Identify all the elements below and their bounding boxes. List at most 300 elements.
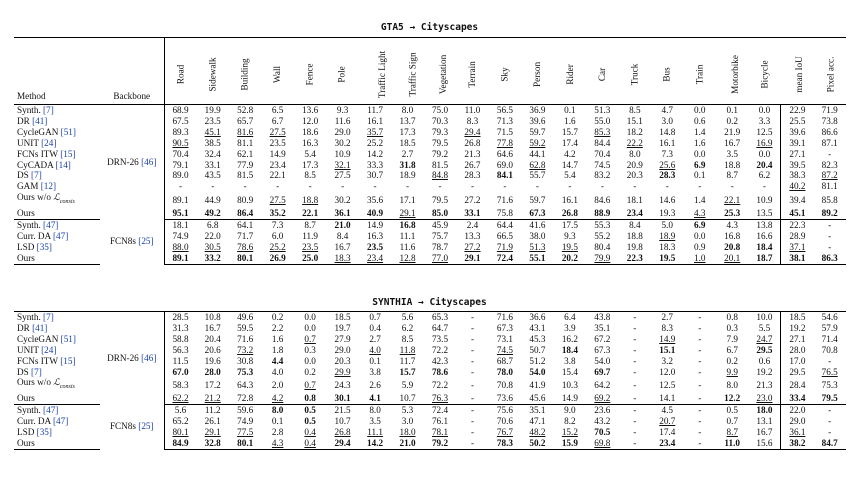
value-cell: 33.1: [456, 208, 488, 219]
value-cell: 30.5: [204, 241, 221, 252]
value-cell: 65.7: [237, 115, 254, 126]
value-cell: -: [828, 426, 832, 437]
value-cell: 26.7: [464, 159, 481, 170]
value-cell: 18.8: [626, 230, 643, 241]
value-cell: 73.8: [821, 115, 838, 126]
value-cell: 14.9: [554, 393, 586, 404]
value-cell: 29.1: [456, 253, 488, 264]
value-cell: 28.5: [172, 312, 189, 322]
value-cell: -: [470, 333, 474, 344]
value-cell: 18.5: [399, 137, 416, 148]
value-cell: 74.9: [237, 415, 254, 426]
value-cell: -: [633, 333, 637, 344]
value-cell: 75.0: [431, 105, 449, 115]
value-cell: 9.9: [726, 366, 738, 377]
value-cell: 49.6: [237, 312, 254, 322]
column-header: [684, 38, 716, 105]
value-cell: 16.7: [724, 137, 741, 148]
value-cell: 67.3: [594, 344, 611, 355]
value-cell: -: [633, 355, 637, 366]
value-cell: -: [828, 230, 832, 241]
value-cell: 84.9: [164, 438, 196, 449]
column-header-label: Pole: [337, 66, 348, 83]
value-cell: 73.5: [431, 333, 449, 344]
value-cell: 19.2: [789, 322, 806, 333]
value-cell: -: [470, 415, 474, 426]
method-name: DR [41]: [17, 115, 48, 126]
value-cell: 14.1: [651, 393, 683, 404]
value-cell: -: [828, 355, 832, 366]
value-cell: 0.2: [726, 115, 738, 126]
column-header: [781, 38, 813, 105]
method-name: Curr. DA [47]: [17, 415, 69, 426]
value-cell: 2.6: [369, 379, 381, 390]
column-header: [813, 38, 846, 105]
value-cell: -: [470, 322, 474, 333]
value-cell: -: [503, 181, 507, 192]
value-cell: 76.5: [821, 366, 838, 377]
value-cell: 43.2: [594, 415, 611, 426]
value-cell: 22.0: [789, 405, 806, 416]
value-cell: 84.7: [813, 438, 846, 449]
value-cell: 8.0: [271, 405, 284, 416]
value-cell: 24.7: [748, 334, 780, 345]
value-cell: 0.1: [271, 415, 284, 426]
value-cell: 74.5: [594, 159, 611, 170]
value-cell: 69.8: [586, 438, 618, 449]
value-cell: -: [619, 393, 651, 404]
value-cell: 47.1: [529, 415, 546, 426]
value-cell: 71.4: [821, 333, 838, 344]
value-cell: 16.3: [367, 230, 384, 241]
value-cell: 22.0: [204, 230, 221, 241]
method-name: Synth. [47]: [17, 405, 59, 416]
value-cell: 62.8: [529, 159, 546, 170]
value-cell: 5.3: [401, 405, 414, 416]
value-cell: 64.6: [496, 148, 513, 159]
value-cell: 20.6: [204, 344, 221, 355]
value-cell: -: [684, 393, 716, 404]
value-cell: 45.1: [204, 126, 221, 137]
value-cell: 8.7: [304, 219, 316, 230]
value-cell: 30.8: [237, 355, 254, 366]
value-cell: 18.4: [561, 344, 578, 355]
value-cell: 25.0: [294, 253, 326, 264]
value-cell: 6.2: [748, 170, 780, 181]
value-cell: 2.8: [271, 426, 284, 437]
value-cell: 4.2: [261, 393, 293, 404]
value-cell: -: [633, 379, 637, 390]
value-cell: 19.5: [561, 241, 578, 252]
value-cell: 0.0: [748, 149, 780, 160]
value-cell: -: [748, 181, 780, 192]
value-cell: 81.1: [821, 181, 838, 192]
value-cell: 8.7: [726, 170, 738, 181]
value-cell: 10.0: [748, 312, 780, 323]
value-cell: 21.2: [196, 393, 228, 404]
value-cell: 18.6: [302, 126, 319, 137]
value-cell: 43.5: [204, 170, 221, 181]
column-header: [748, 38, 780, 105]
value-cell: 78.1: [431, 426, 449, 437]
value-cell: 89.1: [164, 253, 196, 264]
value-cell: 22.3: [619, 253, 651, 264]
value-cell: 27.1: [789, 333, 806, 344]
value-cell: 8.0: [629, 148, 641, 159]
value-cell: 44.9: [204, 194, 221, 205]
value-cell: 33.4: [781, 393, 813, 404]
value-cell: 80.1: [229, 438, 261, 449]
value-cell: 20.8: [724, 241, 741, 252]
value-cell: 8.5: [304, 170, 316, 181]
value-cell: -: [178, 181, 183, 192]
value-cell: 0.0: [694, 148, 706, 159]
value-cell: 1.4: [694, 194, 706, 205]
value-cell: 43.1: [529, 322, 546, 333]
value-cell: 84.1: [496, 170, 513, 181]
value-cell: 9.3: [564, 230, 576, 241]
value-cell: -: [684, 438, 716, 449]
value-cell: 5.0: [661, 219, 674, 230]
value-cell: 80.4: [594, 241, 611, 252]
value-cell: 5.5: [748, 323, 780, 334]
value-cell: -: [698, 379, 702, 390]
value-cell: 14.9: [269, 148, 286, 159]
value-cell: 27.9: [334, 333, 351, 344]
method-name: FCNs ITW [15]: [17, 148, 76, 159]
value-cell: 35.6: [367, 194, 384, 205]
value-cell: 28.3: [464, 170, 481, 181]
method-name: UNIT [24]: [17, 137, 57, 148]
value-cell: -: [470, 181, 474, 192]
method-name: Ours: [14, 208, 100, 219]
value-cell: 84.8: [431, 170, 449, 181]
column-header: [554, 38, 586, 105]
value-cell: 26.9: [261, 253, 293, 264]
value-cell: 71.6: [496, 312, 513, 322]
value-cell: 89.0: [172, 170, 189, 181]
value-cell: 33.1: [204, 159, 221, 170]
value-cell: 32.8: [196, 438, 228, 449]
value-cell: -: [698, 405, 702, 416]
value-cell: 1.6: [694, 137, 706, 148]
value-cell: 13.6: [302, 105, 319, 115]
value-cell: 39.6: [789, 126, 806, 137]
value-cell: 17.3: [399, 126, 416, 137]
value-cell: 8.4: [336, 230, 349, 241]
value-cell: 79.2: [424, 438, 456, 449]
value-cell: 81.1: [237, 137, 254, 148]
value-cell: 18.3: [659, 241, 676, 252]
value-cell: -: [470, 426, 474, 437]
value-cell: 51.2: [529, 355, 546, 366]
value-cell: 33.2: [196, 253, 228, 264]
column-header-label: Traffic Sign: [407, 52, 418, 97]
value-cell: 0.5: [304, 415, 316, 426]
value-cell: 45.6: [521, 393, 553, 404]
method-name: Curr. DA [47]: [17, 230, 69, 241]
value-cell: 5.9: [401, 379, 414, 390]
value-cell: 18.5: [789, 312, 806, 322]
gta-section-title: GTA5 → Cityscapes: [380, 22, 479, 33]
value-cell: 8.4: [629, 219, 641, 230]
value-cell: 29.0: [334, 126, 351, 137]
value-cell: -: [698, 355, 702, 366]
value-cell: 20.1: [716, 253, 748, 264]
value-cell: 3.8: [369, 366, 381, 377]
value-cell: 78.6: [237, 241, 254, 252]
value-cell: 79.2: [431, 148, 449, 159]
value-cell: 0.4: [294, 438, 326, 449]
value-cell: 19.9: [204, 105, 221, 115]
value-cell: 18.4: [748, 242, 780, 253]
value-cell: 21.5: [334, 405, 351, 416]
value-cell: 12.5: [659, 379, 676, 390]
value-cell: -: [470, 312, 474, 322]
value-cell: 27.2: [464, 194, 481, 205]
column-header: [229, 38, 261, 105]
value-cell: 26.8: [554, 208, 586, 219]
value-cell: 35.1: [529, 405, 546, 416]
value-cell: 23.4: [359, 253, 391, 264]
column-header: [294, 38, 326, 105]
value-cell: 16.8: [399, 219, 416, 230]
value-cell: 39.5: [789, 159, 806, 170]
value-cell: 75.3: [237, 366, 254, 377]
value-cell: 36.1: [326, 208, 358, 219]
value-cell: 0.8: [294, 393, 326, 404]
value-cell: -: [828, 405, 832, 416]
value-cell: 88.9: [586, 208, 618, 219]
value-cell: 4.4: [271, 355, 284, 366]
value-cell: -: [456, 393, 488, 404]
backbone-cell: DRN-26 [46]: [100, 312, 164, 405]
value-cell: 13.7: [399, 115, 416, 126]
value-cell: 9.3: [336, 105, 349, 115]
value-cell: 59.7: [529, 194, 546, 205]
value-cell: 1.4: [694, 126, 706, 137]
value-cell: 50.2: [521, 438, 553, 449]
value-cell: 1.6: [271, 333, 284, 344]
value-cell: -: [698, 415, 702, 426]
value-cell: 5.4: [564, 170, 576, 181]
value-cell: 4.0: [369, 344, 381, 355]
method-name: Synth. [7]: [17, 105, 54, 115]
value-cell: 0.1: [694, 170, 706, 181]
value-cell: 59.7: [529, 126, 546, 137]
value-cell: 10.8: [204, 312, 221, 322]
column-header: [391, 38, 423, 105]
value-cell: 89.2: [813, 208, 846, 219]
value-cell: 15.6: [748, 438, 780, 449]
value-cell: 20.9: [626, 159, 643, 170]
value-cell: 72.2: [431, 379, 449, 390]
value-cell: 19.5: [651, 253, 683, 264]
value-cell: 42.3: [431, 355, 449, 366]
value-cell: -: [243, 181, 247, 192]
value-cell: 0.9: [694, 241, 706, 252]
value-cell: 17.4: [561, 137, 578, 148]
method-name: Ours w/o ℒ$_{consis}$: [17, 377, 75, 391]
value-cell: 79.5: [431, 194, 449, 205]
value-cell: 74.5: [496, 344, 513, 355]
column-header-label: Vegetation: [437, 54, 448, 95]
value-cell: -: [633, 344, 637, 355]
column-header: [359, 38, 391, 105]
value-cell: 81.5: [431, 159, 449, 170]
value-cell: -: [633, 322, 637, 333]
value-cell: 79.1: [172, 159, 189, 170]
value-cell: -: [535, 181, 539, 192]
value-cell: 49.2: [196, 208, 228, 219]
value-cell: 78.7: [431, 241, 449, 252]
value-cell: 35.1: [594, 322, 611, 333]
value-cell: 69.0: [496, 159, 513, 170]
method-name: DR [41]: [17, 322, 48, 333]
value-cell: 18.0: [399, 426, 416, 437]
value-cell: -: [568, 181, 572, 192]
value-cell: 27.5: [334, 170, 351, 181]
value-cell: 18.7: [748, 253, 780, 264]
value-cell: 0.1: [369, 355, 381, 366]
value-cell: -: [633, 415, 637, 426]
value-cell: -: [341, 181, 345, 192]
value-cell: 55.3: [594, 219, 611, 230]
column-header: [489, 38, 521, 105]
value-cell: 70.8: [821, 344, 838, 355]
value-cell: 64.2: [594, 379, 611, 390]
value-cell: -: [438, 181, 442, 192]
value-cell: 52.8: [237, 105, 254, 115]
column-header: [164, 38, 196, 105]
value-cell: 21.9: [724, 126, 741, 137]
value-cell: -: [633, 405, 637, 416]
value-cell: 81.5: [237, 170, 254, 181]
value-cell: 4.7: [661, 105, 674, 115]
value-cell: 55.2: [594, 230, 611, 241]
value-cell: 72.2: [431, 344, 449, 355]
table-row: [14, 405, 846, 416]
value-cell: 18.8: [302, 194, 319, 205]
value-cell: 13.1: [748, 416, 780, 427]
value-cell: 11.2: [204, 405, 221, 416]
value-cell: 2.4: [466, 219, 479, 230]
value-cell: 25.5: [789, 115, 806, 126]
value-cell: 20.4: [204, 333, 221, 344]
value-cell: 41.6: [529, 219, 546, 230]
value-cell: 11.5: [172, 355, 189, 366]
value-cell: 27.5: [269, 126, 286, 137]
value-cell: 24.3: [334, 379, 351, 390]
value-cell: 29.5: [789, 366, 806, 377]
column-header: [456, 38, 488, 105]
method-name: GAM [12]: [17, 181, 57, 192]
value-cell: -: [470, 344, 474, 355]
column-header-label: Fence: [304, 63, 315, 86]
value-cell: -: [470, 379, 474, 390]
value-cell: 8.7: [726, 426, 738, 437]
column-header-label: Bus: [661, 67, 672, 82]
value-cell: -: [698, 333, 702, 344]
value-cell: 5.6: [174, 405, 187, 416]
value-cell: 37.1: [789, 241, 806, 252]
value-cell: 21.0: [334, 219, 351, 230]
value-cell: 7.9: [726, 333, 738, 344]
value-cell: 11.1: [399, 230, 416, 241]
value-cell: 16.7: [204, 322, 221, 333]
value-cell: 11.7: [399, 355, 416, 366]
value-cell: 28.4: [789, 379, 806, 390]
value-cell: -: [633, 181, 637, 192]
value-cell: 22.1: [294, 208, 326, 219]
value-cell: -: [698, 312, 702, 322]
value-cell: 4.3: [261, 438, 293, 449]
value-cell: -: [698, 344, 702, 355]
value-cell: 71.9: [821, 105, 838, 115]
value-cell: 68.9: [172, 105, 189, 115]
column-header: [651, 38, 683, 105]
value-cell: 70.4: [594, 148, 611, 159]
value-cell: 6.7: [271, 115, 284, 126]
value-cell: 79.5: [813, 393, 846, 404]
value-cell: 84.6: [594, 194, 611, 205]
value-cell: 29.1: [391, 208, 423, 219]
method-name: FCNs ITW [15]: [17, 355, 76, 366]
column-header-label: Pixel acc.: [825, 56, 836, 93]
value-cell: 79.9: [586, 253, 618, 264]
value-cell: 78.6: [431, 366, 449, 377]
method-name: DS [7]: [17, 170, 42, 181]
value-cell: 11.7: [367, 105, 383, 115]
value-cell: 73.2: [237, 344, 254, 355]
value-cell: 44.1: [529, 148, 546, 159]
value-cell: 8.3: [661, 322, 674, 333]
method-name: DS [7]: [17, 366, 42, 377]
value-cell: -: [828, 241, 832, 252]
value-cell: 89.1: [172, 194, 189, 205]
value-cell: 23.5: [204, 115, 221, 126]
value-cell: 11.0: [716, 438, 748, 449]
value-cell: 67.3: [521, 208, 553, 219]
value-cell: 17.2: [204, 379, 221, 390]
value-cell: 87.1: [821, 137, 838, 148]
value-cell: -: [665, 181, 669, 192]
backbone-cell: DRN-26 [46]: [100, 105, 164, 220]
value-cell: 18.1: [172, 219, 189, 230]
value-cell: 23.5: [367, 241, 384, 252]
value-cell: 55.7: [529, 170, 546, 181]
value-cell: 0.2: [304, 366, 316, 377]
value-cell: 89.3: [172, 126, 189, 137]
value-cell: 18.5: [334, 312, 351, 322]
value-cell: 16.7: [748, 427, 780, 438]
value-cell: -: [470, 405, 474, 416]
value-cell: 20.3: [334, 355, 351, 366]
value-cell: 19.2: [748, 367, 780, 378]
value-cell: 0.3: [726, 322, 738, 333]
column-header-label: Bicycle: [759, 60, 770, 89]
value-cell: 17.5: [561, 219, 578, 230]
value-cell: 38.2: [781, 438, 813, 449]
value-cell: 10.7: [334, 415, 351, 426]
header-row: [14, 38, 846, 105]
value-cell: 79.3: [431, 126, 449, 137]
value-cell: 14.9: [367, 219, 384, 230]
value-cell: 3.8: [564, 355, 576, 366]
column-header-label: Sky: [499, 67, 510, 82]
value-cell: 0.1: [726, 105, 738, 115]
value-cell: 0.0: [304, 322, 316, 333]
